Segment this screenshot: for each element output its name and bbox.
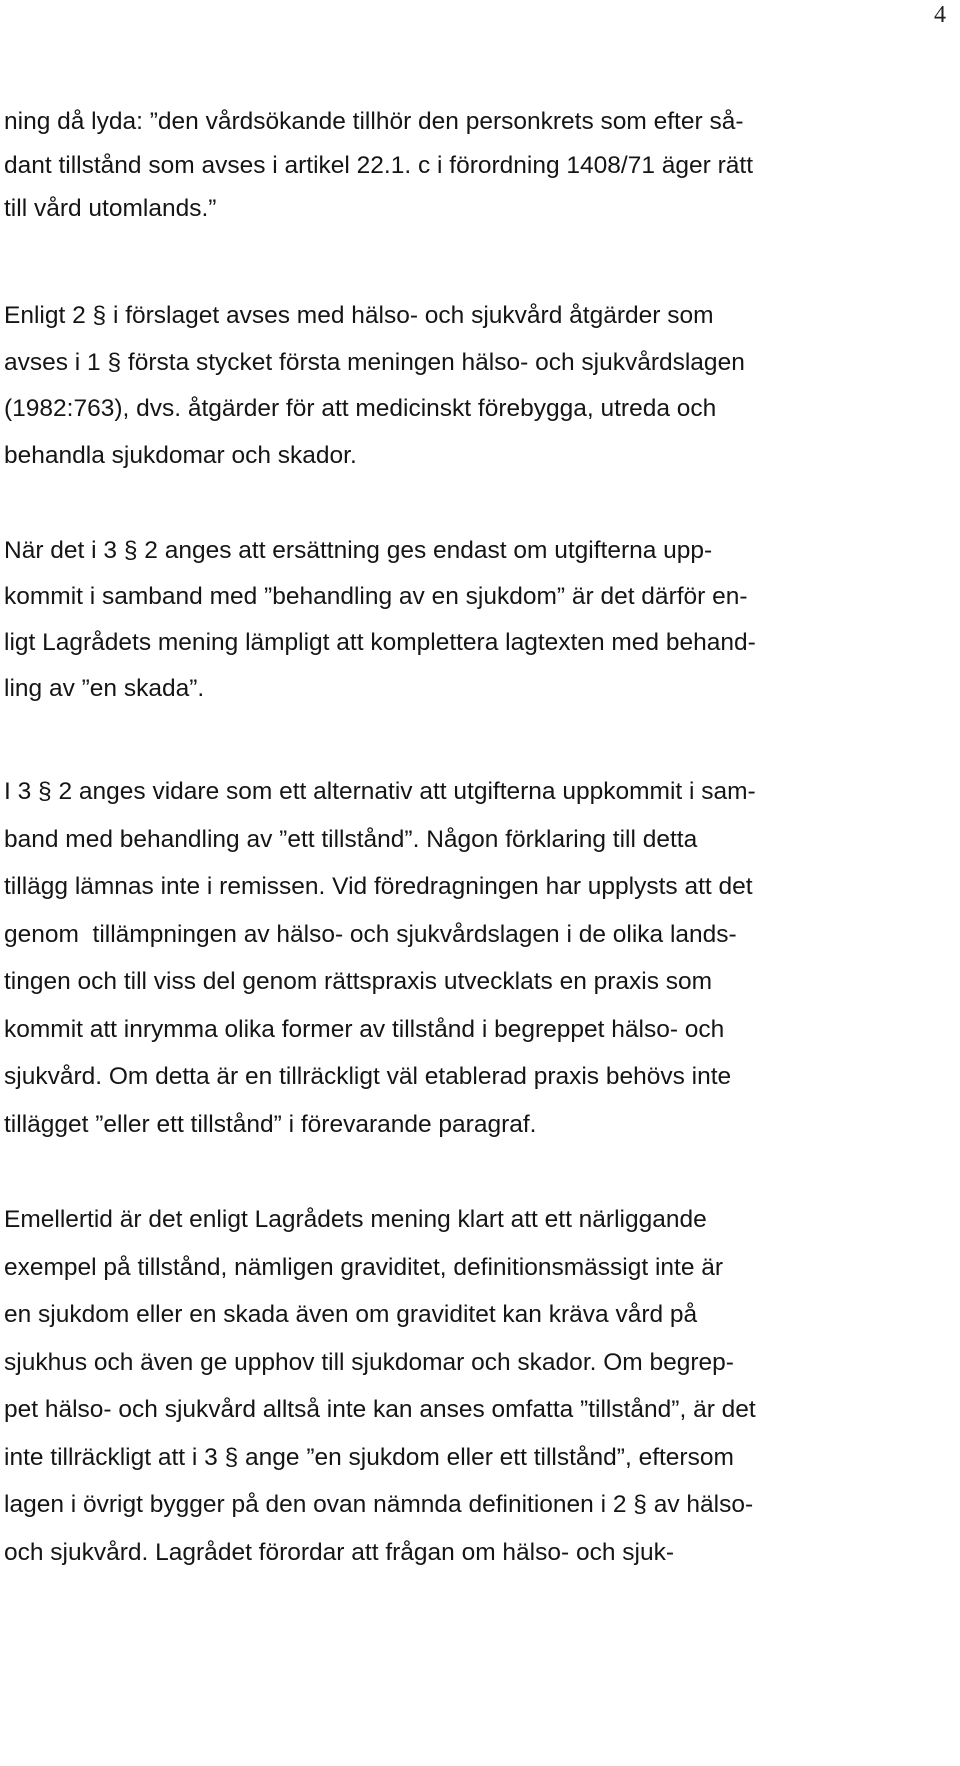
- text-line: dant tillstånd som avses i artikel 22.1. c i förordning 1408/71 äger rätt: [4, 151, 754, 179]
- text-line: till vård utomlands.”: [4, 195, 217, 222]
- text-line: kommit i samband med ”behandling av en sjukdom” är det därför en-: [4, 583, 748, 610]
- text-line: kommit att inrymma olika former av tillstånd i begreppet hälso- och: [4, 1015, 725, 1043]
- text-line: band med behandling av ”ett tillstånd”. Någon förklaring till detta: [4, 825, 698, 853]
- text-line: tillägget ”eller ett tillstånd” i förevarande paragraf.: [4, 1110, 537, 1138]
- paragraph-3: [4, 528, 944, 712]
- text-line: tingen och till viss del genom rättspraxis utvecklats en praxis som: [4, 968, 713, 995]
- paragraph-5: [4, 1196, 944, 1576]
- text-line: ling av ”en skada”.: [4, 675, 205, 702]
- text-line: ligt Lagrådets mening lämpligt att komplettera lagtexten med behand-: [4, 629, 756, 656]
- text-line: När det i 3 § 2 anges att ersättning ges endast om utgifterna upp-: [4, 537, 713, 564]
- text-line: en sjukdom eller en skada även om graviditet kan kräva vård på: [4, 1301, 698, 1328]
- text-line: I 3 § 2 anges vidare som ett alternativ att utgifterna uppkommit i sam-: [4, 778, 756, 805]
- text-line: tillägg lämnas inte i remissen. Vid föredragningen har upplysts att det: [4, 873, 753, 900]
- page-number: 4: [934, 2, 946, 28]
- text-line: sjukvård. Om detta är en tillräckligt väl etablerad praxis behövs inte: [4, 1063, 732, 1090]
- text-line: sjukhus och även ge upphov till sjukdomar och skador. Om begrep-: [4, 1348, 734, 1376]
- paragraph-2: [4, 293, 944, 479]
- text-line: avses i 1 § första stycket första meningen hälso- och sjukvårdslagen: [4, 348, 745, 376]
- text-line: ning då lyda: ”den vårdsökande tillhör den personkrets som efter så-: [4, 108, 744, 135]
- text-line: exempel på tillstånd, nämligen graviditet, definitionsmässigt inte är: [4, 1253, 724, 1281]
- text-line: Emellertid är det enligt Lagrådets mening klart att ett närliggande: [4, 1206, 707, 1233]
- text-line: Enligt 2 § i förslaget avses med hälso- och sjukvård åtgärder som: [4, 302, 714, 329]
- text-line: (1982:763), dvs. åtgärder för att medicinskt förebygga, utreda och: [4, 395, 717, 422]
- text-line: behandla sjukdomar och skador.: [4, 441, 357, 469]
- text-line: pet hälso- och sjukvård alltså inte kan anses omfatta ”tillstånd”, är det: [4, 1396, 756, 1423]
- paragraph-1: [4, 100, 944, 231]
- text-line: inte tillräckligt att i 3 § ange ”en sjukdom eller ett tillstånd”, eftersom: [4, 1443, 734, 1471]
- text-line: och sjukvård. Lagrådet förordar att frågan om hälso- och sjuk-: [4, 1538, 675, 1566]
- text-line: lagen i övrigt bygger på den ovan nämnda definitionen i 2 § av hälso-: [4, 1491, 754, 1518]
- text-line: genom tillämpningen av hälso- och sjukvårdslagen i de olika lands-: [4, 920, 737, 948]
- paragraph-4: [4, 768, 944, 1148]
